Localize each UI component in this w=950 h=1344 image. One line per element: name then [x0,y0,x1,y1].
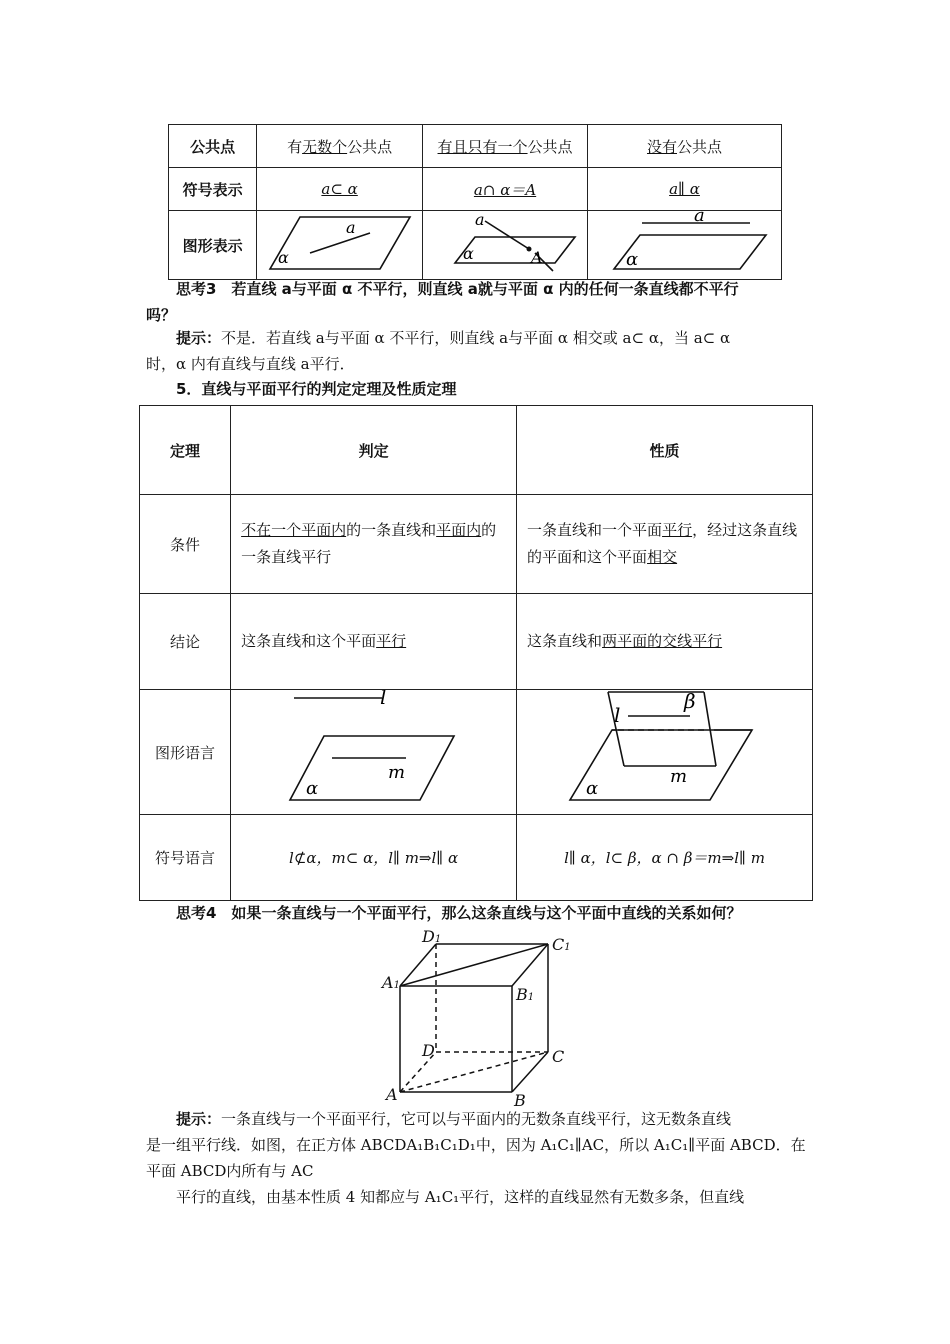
cell: 这条直线和两平面的交线平行 [517,594,813,690]
table-row [140,406,813,495]
cell: 一条直线和一个平面平行，经过这条直线的平面和这个平面相交 [517,495,813,594]
cube-figure [370,924,590,1106]
svg-text:α: α [305,778,318,799]
row-label: 符号语言 [140,815,231,901]
svg-text:A: A [386,1085,398,1104]
cell: a∥ α [588,168,782,211]
cell: l⊄α，m⊂ α，l∥ m⇒l∥ α [231,815,517,901]
section-title: 5．直线与平面平行的判定定理及性质定理 [176,380,457,398]
svg-text:l: l [379,690,386,709]
cell: a∩ α＝A [423,168,588,211]
svg-text:α: α [625,249,638,270]
cell: 有且只有一个公共点 [423,125,588,168]
cell: 没有公共点 [588,125,782,168]
table-row [140,815,813,901]
think4-question: 思考4 如果一条直线与一个平面平行，那么这条直线与这个平面中直线的关系如何？ [176,904,742,922]
figure-line-intersects-plane [423,211,588,280]
table-row [169,125,782,168]
row-header: 图形表示 [169,211,257,280]
svg-text:a: a [345,218,356,237]
svg-text:m: m [387,762,405,783]
table-row [140,690,813,815]
svg-text:a: a [475,211,485,229]
svg-text:B1: B1 [516,985,535,1004]
think4-hint: 提示：一条直线与一个平面平行，它可以与平面内的无数条直线平行，这无数条直线 是一组平行线．如图，在正方体 ABCDA₁B₁C₁D₁中，因为 A₁C₁∥AC，所以 A₁C₁∥平面 ABCD．在 平面 ABCD内所有与 AC 平行的直线，由基本性质 4 知都应与 A₁C₁平行，这样的直线显然有无数多条，但直线 [146,1110,806,1206]
svg-text:m: m [669,766,687,787]
svg-text:D1: D1 [422,927,442,946]
header-cell: 判定 [231,406,517,495]
row-label: 条件 [140,495,231,594]
svg-text:a: a [693,211,705,226]
table-row [169,211,782,280]
row-header: 公共点 [169,125,257,168]
table-row [169,168,782,211]
svg-text:C1: C1 [552,935,571,954]
row-header: 符号表示 [169,168,257,211]
cell: 不在一个平面内的一条直线和平面内的一条直线平行 [231,495,517,594]
svg-text:A: A [531,248,543,267]
svg-text:l: l [613,703,620,727]
svg-text:α: α [463,244,474,263]
theorem-table [139,405,813,901]
table-row [140,495,813,594]
svg-text:C: C [552,1047,565,1066]
svg-text:B: B [514,1091,526,1106]
svg-text:α: α [277,248,289,267]
position-table [168,124,782,280]
table-row [140,594,813,690]
figure-judgement [231,690,517,815]
cell: a⊂ α [257,168,423,211]
think3-question: 思考3 若直线 a与平面 α 不平行，则直线 a就与平面 α 内的任何一条直线都不平行 吗？ [146,280,739,324]
svg-text:α: α [585,778,598,799]
row-label: 图形语言 [140,690,231,815]
figure-property [517,690,813,815]
cell: l∥ α，l⊂ β，α ∩ β＝m⇒l∥ m [517,815,813,901]
svg-text:D: D [422,1041,435,1060]
svg-text:β: β [683,690,696,713]
cell: 有无数个公共点 [257,125,423,168]
think3-hint: 提示：不是．若直线 a与平面 α 不平行，则直线 a与平面 α 相交或 a⊂ α，当 a⊂ α 时，α 内有直线与直线 a平行． [146,329,731,373]
header-cell: 定理 [140,406,231,495]
figure-line-in-plane [257,211,423,280]
cell: 这条直线和这个平面平行 [231,594,517,690]
figure-line-parallel-plane [588,211,782,280]
row-label: 结论 [140,594,231,690]
header-cell: 性质 [517,406,813,495]
svg-text:A1: A1 [382,973,400,992]
